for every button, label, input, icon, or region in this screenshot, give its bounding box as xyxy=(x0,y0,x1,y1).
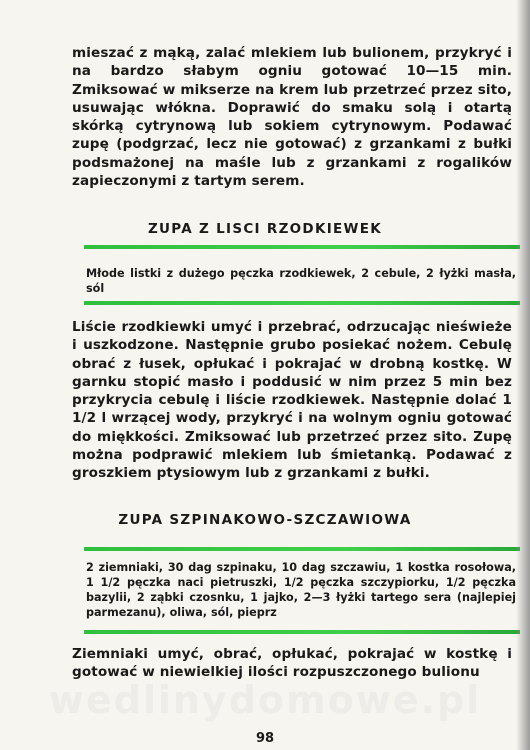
recipe2-title: ZUPA SZPINAKOWO-SZCZAWIOWA xyxy=(118,512,412,528)
recipe1-method: Liście rzodkiewki umyć i przebrać, odrzucając nieświeże i uszkodzone. Następnie grubo posiekać nożem. Cebulę obrać z łusek, opłukać i pokrajać w drobną kostkę. W garnku stopić masło i poddusić w nim przez 5 min bez przykrycia cebulę i liście rzodkiewek. Następnie dolać 1 1/2 l wrzącej wody, przykryć i na wolnym ogniu gotować do miękkości. Zmiksować lub przetrzeć przez sito. Zupę można podprawić mlekiem lub śmietanką. Podawać z groszkiem ptysiowym lub z grzankami z bułki. xyxy=(72,319,512,482)
recipe1-bottom-divider xyxy=(84,301,520,305)
intro-paragraph: mieszać z mąką, zalać mlekiem lub bulionem, przykryć i na bardzo słabym ogniu gotować 10—15 min. Zmiksować w mikserze na krem lub przetrzeć przez sito, usuwając włókna. Doprawić do smaku solą i otartą skórką cytrynową lub sokiem cytrynowym. Podawać zupę (podgrzać, lecz nie gotować) z grzankami z bułki podsmażonej na maśle lub z grzankami z rogalików zapieczonymi z tartym serem. xyxy=(72,45,512,190)
page-number: 98 xyxy=(255,731,275,746)
recipe2-top-divider xyxy=(84,547,520,551)
watermark: wedlinydomowe.pl xyxy=(48,678,482,722)
recipe2-method: Ziemniaki umyć, obrać, opłukać, pokrajać w kostkę i gotować w niewielkiej ilości rozpuszczonego bulionu xyxy=(72,646,512,681)
recipe1-title: ZUPA Z LISCI RZODKIEWEK xyxy=(147,221,383,237)
page-edge-shadow xyxy=(516,0,530,750)
recipe1-ingredients: Młode listki z dużego pęczka rzodkiewek, 2 cebule, 2 łyżki masła, sól xyxy=(86,267,516,295)
recipe2-bottom-divider xyxy=(84,630,520,634)
recipe2-ingredients: 2 ziemniaki, 30 dag szpinaku, 10 dag szczawiu, 1 kostka rosołowa, 1 1/2 pęczka naci pietruszki, 1/2 pęczka szczypiorku, 1/2 pęczka bazylii, 2 ząbki czosnku, 1 jajko, 2—3 łyżki tartego sera (najlepiej parmezanu), oliwa, sól, pieprz xyxy=(86,561,516,619)
recipe1-top-divider xyxy=(84,245,520,249)
